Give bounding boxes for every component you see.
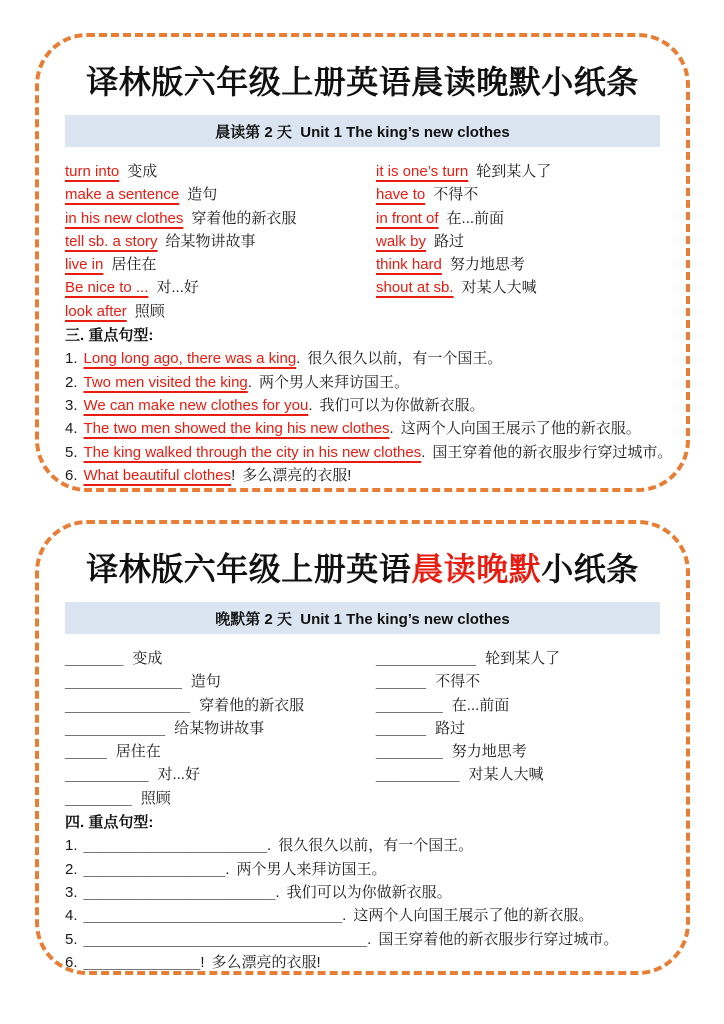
- phrase-chinese: 穿着他的新衣服: [199, 696, 305, 714]
- blank-column-right: [376, 647, 660, 810]
- blank-phrase-row: [65, 740, 376, 763]
- blank-sentence-row: [65, 881, 660, 904]
- phrase-chinese: 变成: [127, 163, 158, 180]
- sentence-chinese: 我们可以为你做新衣服。: [319, 396, 485, 414]
- phrase-chinese: 路过: [435, 719, 466, 737]
- blank-phrase-row: [376, 763, 660, 786]
- phrase-row: [376, 183, 660, 206]
- phrase-chinese: 居住在: [111, 256, 157, 274]
- phrase-english: it is one’s turn: [376, 163, 469, 180]
- phrase-column-right: [376, 160, 660, 323]
- blank-phrase-row: [65, 694, 376, 717]
- blank-line: ______________________: [83, 837, 268, 855]
- phrase-chinese: 给某物讲故事: [165, 232, 256, 250]
- blank-line: ________: [65, 789, 132, 807]
- blank-line: _______: [65, 650, 124, 667]
- morning-section-header-bar: 晨读第 2 天 Unit 1 The king’s new clothes: [65, 115, 660, 147]
- phrase-english: turn into: [65, 163, 120, 180]
- phrase-chinese: 轮到某人了: [476, 163, 552, 180]
- sentence-chinese: 很久很久以前，有一个国王。: [278, 837, 474, 855]
- sentence-punctuation: .: [267, 837, 272, 855]
- sentence-punctuation: .: [308, 396, 313, 414]
- sentence-chinese: 多么漂亮的衣服!: [211, 953, 321, 971]
- sentence-punctuation: .: [421, 443, 426, 461]
- sentence-row: [65, 441, 673, 464]
- blank-sentence-row: [65, 928, 660, 951]
- sentence-chinese: 两个男人来拜访国王。: [258, 373, 409, 391]
- blank-phrase-row: [65, 647, 376, 670]
- sentence-punctuation: .: [225, 860, 230, 878]
- evening-blank-list: [65, 647, 660, 810]
- blank-phrase-row: [376, 647, 660, 670]
- sentence-chinese: 这两个人向国王展示了他的新衣服。: [400, 420, 641, 438]
- phrase-english: tell sb. a story: [65, 232, 158, 250]
- blank-line: ________: [376, 743, 443, 761]
- blank-column-left: [65, 647, 376, 810]
- phrase-row: [65, 276, 376, 299]
- evening-sentence-list: [65, 834, 660, 974]
- sentence-chinese: 这两个人向国王展示了他的新衣服。: [353, 907, 594, 925]
- blank-line: __________________________________: [83, 930, 368, 948]
- phrase-row: [65, 253, 376, 276]
- sentence-punctuation: !: [200, 953, 205, 971]
- blank-line: ____________: [65, 719, 166, 737]
- phrase-chinese: 不得不: [433, 186, 479, 204]
- worksheet-title: [65, 62, 660, 102]
- sentence-english: We can make new clothes for you: [83, 396, 309, 414]
- morning-phrase-list: [65, 160, 660, 323]
- phrase-chinese: 造句: [190, 673, 221, 691]
- sentence-number: 1.: [65, 350, 78, 368]
- phrase-english: in his new clothes: [65, 209, 184, 227]
- sentence-number: 6.: [65, 953, 78, 971]
- phrase-chinese: 变成: [132, 650, 163, 667]
- blank-phrase-row: [65, 670, 376, 693]
- phrase-chinese: 努力地思考: [451, 743, 527, 761]
- phrase-chinese: 穿着他的新衣服: [191, 209, 297, 227]
- sentence-row: [65, 464, 660, 487]
- blank-line: _________________: [83, 860, 226, 878]
- sentence-number: 3.: [65, 883, 78, 901]
- blank-line: _____: [65, 743, 107, 761]
- blank-sentence-row: [65, 951, 660, 974]
- evening-dictation-card: [35, 520, 690, 975]
- blank-line: ______________: [65, 673, 182, 691]
- phrase-chinese: 照顾: [140, 789, 171, 807]
- blank-line: _______________________: [83, 883, 276, 901]
- phrase-row: [65, 160, 376, 183]
- phrase-english: Be nice to ...: [65, 279, 149, 297]
- sentence-number: 1.: [65, 837, 78, 855]
- phrase-chinese: 居住在: [115, 743, 161, 761]
- sentence-punctuation: .: [389, 420, 394, 438]
- sentence-row: [65, 371, 660, 394]
- phrase-chinese: 照顾: [134, 302, 165, 320]
- sentence-row: [65, 347, 660, 370]
- blank-line: _______________________________: [83, 907, 343, 925]
- sentence-number: 4.: [65, 420, 78, 438]
- title-highlight: 晨读晚默: [411, 64, 542, 100]
- sentence-chinese: 两个男人来拜访国王。: [236, 860, 387, 878]
- phrase-english: make a sentence: [65, 186, 180, 204]
- worksheet-title: [65, 549, 660, 589]
- sentence-punctuation: .: [275, 883, 280, 901]
- sentence-punctuation: .: [367, 930, 372, 948]
- sentence-number: 5.: [65, 930, 78, 948]
- phrase-chinese: 不得不: [435, 673, 481, 691]
- phrase-chinese: 对某人大喊: [468, 766, 544, 784]
- phrase-chinese: 对某人大喊: [461, 279, 537, 297]
- phrase-english: look after: [65, 302, 127, 320]
- phrase-row: [65, 207, 376, 230]
- sentence-english: The king walked through the city in his new clothes: [83, 443, 422, 461]
- blank-sentence-row: [65, 904, 660, 927]
- phrase-english: shout at sb.: [376, 279, 454, 297]
- sentence-row: [65, 417, 660, 440]
- morning-reading-card: [35, 33, 690, 492]
- sentence-punctuation: .: [296, 350, 301, 368]
- sentence-chinese: 国王穿着他的新衣服步行穿过城市。: [432, 443, 673, 461]
- blank-line: ______: [376, 719, 427, 737]
- sentence-number: 5.: [65, 443, 78, 461]
- sentence-english: Long long ago, there was a king: [83, 350, 297, 368]
- phrase-english: walk by: [376, 232, 427, 250]
- blank-sentence-row: [65, 834, 660, 857]
- blank-phrase-row: [65, 787, 376, 810]
- key-sentences-heading: 三. 重点句型:: [65, 327, 154, 345]
- phrase-chinese: 造句: [187, 186, 218, 204]
- title-suffix: 小纸条: [541, 551, 639, 587]
- blank-phrase-row: [65, 763, 376, 786]
- title-prefix: 译林版六年级上册英语: [86, 64, 412, 100]
- key-sentences-heading: 四. 重点句型:: [65, 814, 154, 832]
- blank-line: _______________: [65, 696, 191, 714]
- blank-line: __________: [65, 766, 149, 784]
- phrase-english: live in: [65, 256, 104, 274]
- sentence-punctuation: !: [231, 466, 236, 484]
- blank-phrase-row: [376, 694, 660, 717]
- title-prefix: 译林版六年级上册英语: [86, 551, 412, 587]
- phrase-chinese: 对...好: [156, 279, 199, 297]
- sentence-english: Two men visited the king: [83, 373, 248, 391]
- sentence-number: 3.: [65, 396, 78, 414]
- sentence-punctuation: .: [247, 373, 252, 391]
- title-highlight: 晨读晚默: [411, 551, 542, 587]
- phrase-chinese: 给某物讲故事: [174, 719, 265, 737]
- sentence-punctuation: .: [342, 907, 347, 925]
- phrase-chinese: 路过: [434, 232, 465, 250]
- phrase-column-left: [65, 160, 376, 323]
- phrase-row: [376, 276, 660, 299]
- phrase-chinese: 轮到某人了: [485, 650, 561, 667]
- blank-line: ______________: [83, 953, 201, 971]
- sentence-english: What beautiful clothes: [83, 466, 232, 484]
- blank-line: ______: [376, 673, 427, 691]
- evening-section-header-bar: 晚默第 2 天 Unit 1 The king’s new clothes: [65, 602, 660, 634]
- sentence-number: 4.: [65, 907, 78, 925]
- phrase-row: [376, 160, 660, 183]
- blank-phrase-row: [376, 717, 660, 740]
- sentence-chinese: 国王穿着他的新衣服步行穿过城市。: [378, 930, 619, 948]
- blank-line: ________: [376, 696, 443, 714]
- phrase-english: have to: [376, 186, 426, 204]
- sentence-chinese: 多么漂亮的衣服!: [242, 466, 352, 484]
- morning-sentence-list: [65, 347, 673, 487]
- sentence-number: 2.: [65, 860, 78, 878]
- sentence-chinese: 我们可以为你做新衣服。: [286, 883, 452, 901]
- phrase-row: [65, 300, 376, 323]
- blank-line: __________: [376, 766, 460, 784]
- phrase-chinese: 在...前面: [446, 209, 505, 227]
- sentence-english: The two men showed the king his new clothes: [83, 420, 390, 438]
- phrase-chinese: 对...好: [157, 766, 200, 784]
- phrase-chinese: 努力地思考: [449, 256, 525, 274]
- sentence-number: 6.: [65, 466, 78, 484]
- sentence-chinese: 很久很久以前，有一个国王。: [307, 350, 503, 368]
- phrase-row: [376, 253, 660, 276]
- phrase-row: [65, 230, 376, 253]
- phrase-english: think hard: [376, 256, 442, 274]
- phrase-row: [376, 230, 660, 253]
- sentence-number: 2.: [65, 373, 78, 391]
- blank-phrase-row: [65, 717, 376, 740]
- phrase-english: in front of: [376, 209, 439, 227]
- blank-phrase-row: [376, 670, 660, 693]
- blank-phrase-row: [376, 740, 660, 763]
- phrase-chinese: 在...前面: [451, 696, 510, 714]
- phrase-row: [376, 207, 660, 230]
- title-suffix: 小纸条: [541, 64, 639, 100]
- blank-sentence-row: [65, 858, 660, 881]
- sentence-row: [65, 394, 660, 417]
- blank-line: ____________: [376, 650, 477, 667]
- phrase-row: [65, 183, 376, 206]
